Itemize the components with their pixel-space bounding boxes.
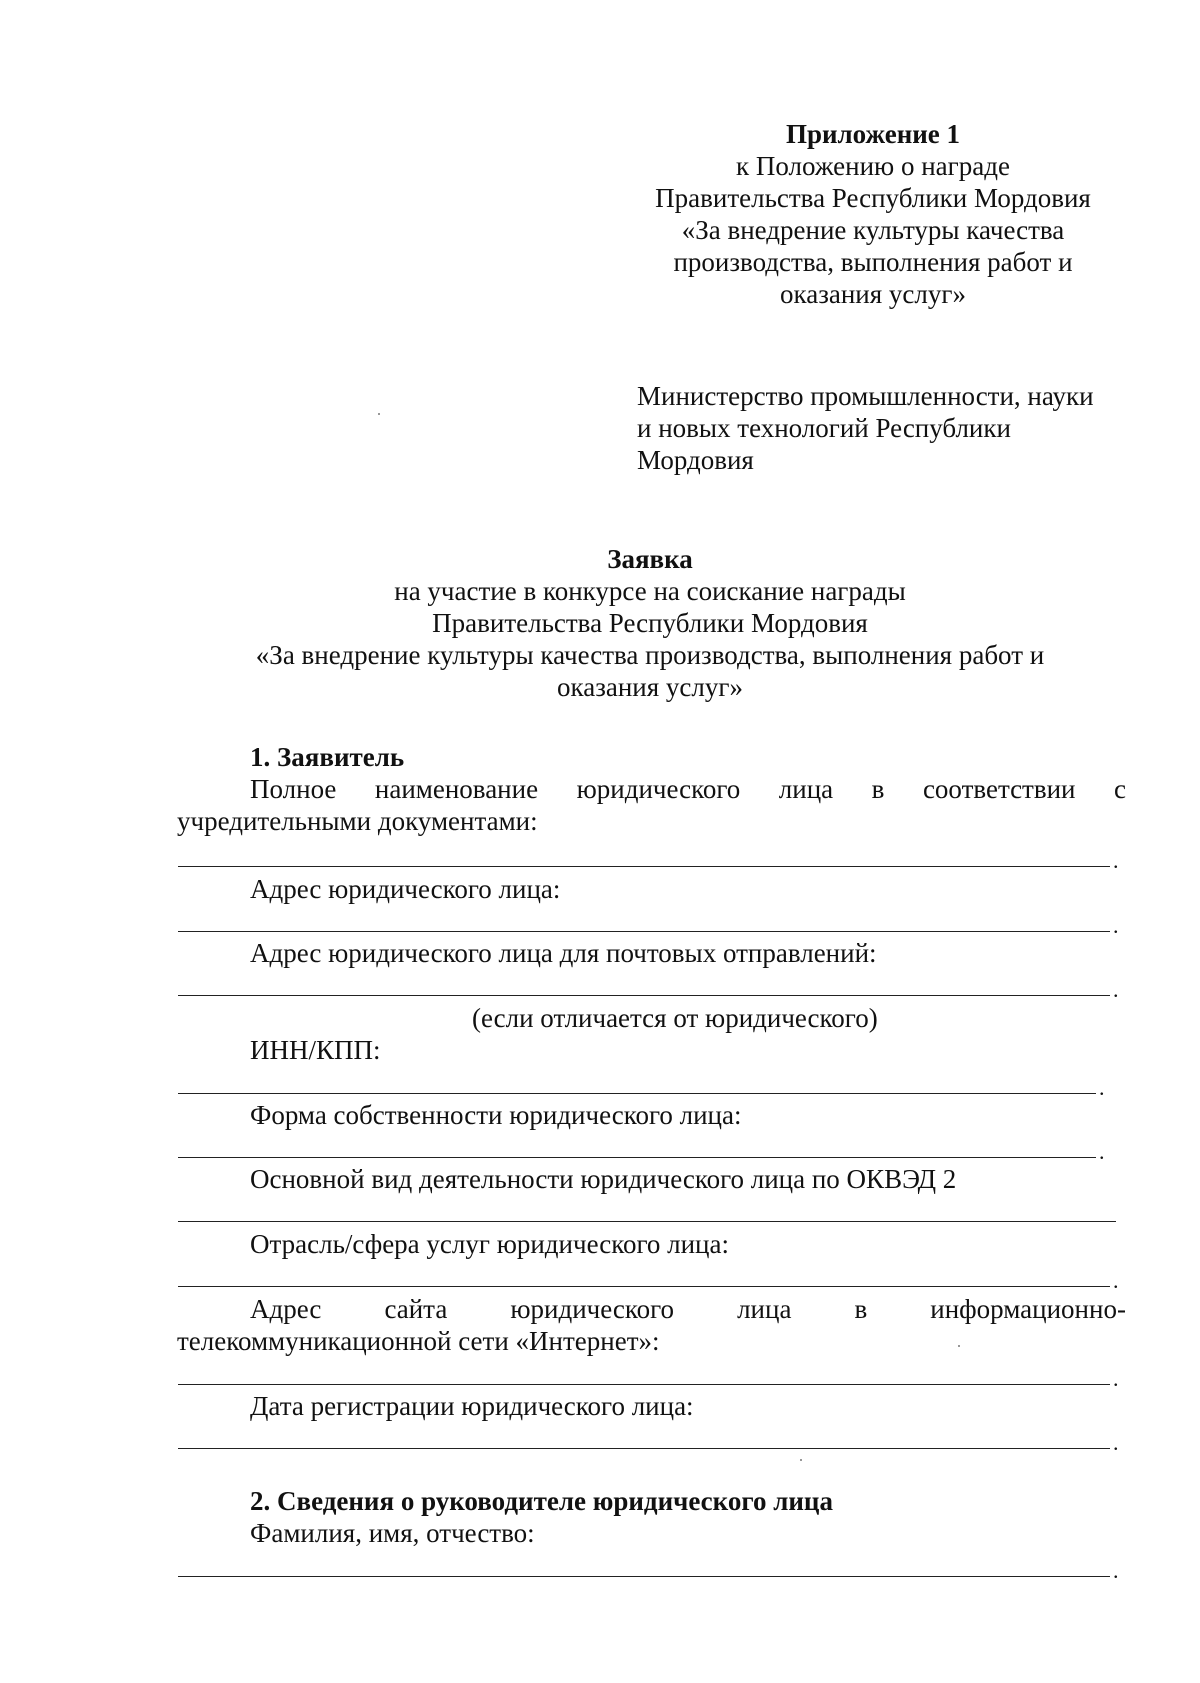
- industry-label: Отрасль/сфера услуг юридического лица:: [250, 1229, 729, 1259]
- okved-field-line: [178, 1221, 1116, 1222]
- label-word: лица: [778, 774, 834, 804]
- application-line: на участие в конкурсе на соискание награды: [394, 576, 906, 606]
- scan-speck: [958, 1345, 960, 1347]
- addressee-line: Министерство промышленности, науки: [637, 381, 1094, 411]
- application-line: Правительства Республики Мордовия: [432, 608, 868, 638]
- inn-kpp-label: ИНН/КПП:: [250, 1035, 381, 1065]
- ownership-form-field-line: [178, 1157, 1096, 1158]
- appendix-block: [638, 118, 1108, 310]
- head-full-name-label: Фамилия, имя, отчество:: [250, 1518, 535, 1548]
- inn-kpp-field-line: [178, 1093, 1096, 1094]
- label-word: соответствии: [922, 774, 1076, 804]
- application-title: Заявка: [607, 544, 693, 574]
- website-label-line2: телекоммуникационной сети «Интернет»:: [177, 1326, 660, 1356]
- label-word: лица: [737, 1294, 792, 1324]
- postal-address-field-line: [178, 995, 1110, 996]
- line-end-dot: .: [1099, 1139, 1105, 1164]
- label-word: в: [854, 1294, 868, 1324]
- addressee-line: Мордовия: [637, 445, 754, 475]
- website-field-line: [178, 1384, 1110, 1385]
- appendix-line: Правительства Республики Мордовия: [655, 183, 1091, 213]
- label-word: с: [1114, 774, 1126, 804]
- full-name-field-line: [178, 866, 1110, 867]
- label-word: юридического: [576, 774, 741, 804]
- ownership-form-label: Форма собственности юридического лица:: [250, 1100, 742, 1130]
- section2-title: 2. Сведения о руководителе юридического лица: [250, 1486, 833, 1516]
- label-word: наименование: [374, 774, 539, 804]
- line-end-dot: .: [1113, 1366, 1119, 1391]
- label-word: в: [871, 774, 885, 804]
- legal-address-field-line: [178, 931, 1110, 932]
- line-end-dot: .: [1113, 848, 1119, 873]
- full-name-label-line2: учредительными документами:: [177, 806, 538, 836]
- appendix-title: Приложение 1: [785, 119, 961, 149]
- application-line: оказания услуг»: [557, 672, 743, 702]
- addressee-block: [637, 380, 1117, 476]
- line-end-dot: .: [1113, 1558, 1119, 1583]
- postal-address-label: Адрес юридического лица для почтовых отправлений:: [250, 938, 877, 968]
- full-name-label-line1: [250, 773, 1126, 805]
- label-word: Полное: [250, 774, 337, 804]
- section1-title: 1. Заявитель: [250, 742, 405, 772]
- reg-date-label: Дата регистрации юридического лица:: [250, 1391, 694, 1421]
- appendix-line: «За внедрение культуры качества: [681, 215, 1065, 245]
- website-label-line1: [250, 1293, 1126, 1325]
- appendix-line: производства, выполнения работ и: [673, 247, 1073, 277]
- postal-address-note: (если отличается от юридического): [472, 1003, 878, 1033]
- label-word: информационно-: [930, 1294, 1126, 1324]
- line-end-dot: .: [1099, 1075, 1105, 1100]
- label-word: сайта: [384, 1294, 448, 1324]
- line-end-dot: .: [1113, 1268, 1119, 1293]
- okved-label: Основной вид деятельности юридического лица по ОКВЭД 2: [250, 1164, 957, 1194]
- appendix-line: оказания услуг»: [780, 279, 966, 309]
- industry-field-line: [178, 1286, 1110, 1287]
- line-end-dot: .: [1113, 913, 1119, 938]
- head-full-name-field-line: [178, 1576, 1110, 1577]
- application-heading: [160, 543, 1140, 703]
- line-end-dot: .: [1113, 977, 1119, 1002]
- scan-speck: [800, 1459, 802, 1461]
- label-word: юридического: [510, 1294, 675, 1324]
- line-end-dot: .: [1113, 1430, 1119, 1455]
- label-word: Адрес: [250, 1294, 322, 1324]
- reg-date-field-line: [178, 1448, 1110, 1449]
- application-line: «За внедрение культуры качества производства, выполнения работ и: [255, 640, 1045, 670]
- addressee-line: и новых технологий Республики: [637, 413, 1011, 443]
- scan-speck: [378, 413, 380, 415]
- legal-address-label: Адрес юридического лица:: [250, 874, 561, 904]
- appendix-line: к Положению о награде: [736, 151, 1010, 181]
